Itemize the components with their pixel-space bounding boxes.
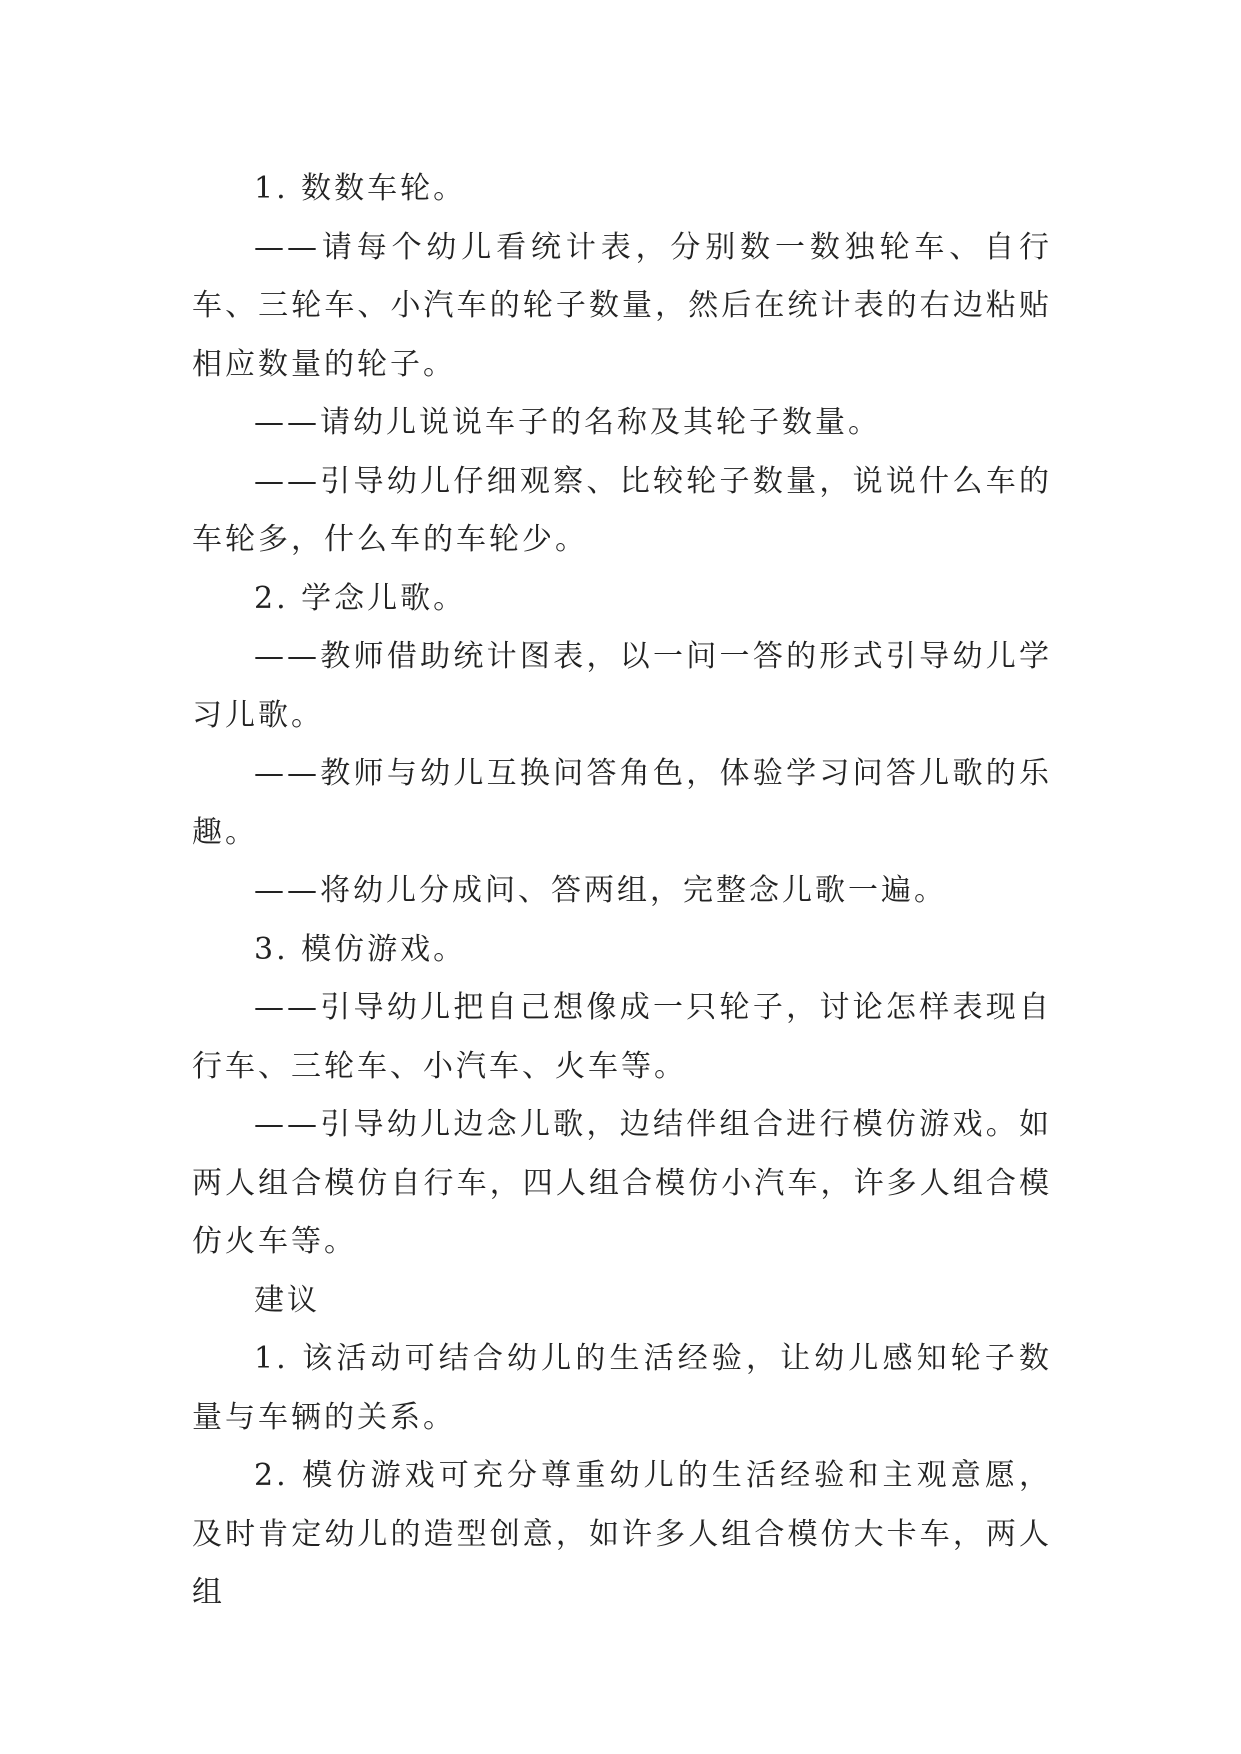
- paragraph-suggestion-2: 2. 模仿游戏可充分尊重幼儿的生活经验和主观意愿，及时肯定幼儿的造型创意，如许多人组合模仿大卡车，两人组: [192, 1458, 1052, 1610]
- paragraph-imitation-game-step-2: ——引导幼儿边念儿歌，边结伴组合进行模仿游戏。如两人组合模仿自行车，四人组合模仿小汽车，许多人组合模仿火车等。: [192, 1107, 1052, 1259]
- section-heading-suggestions: 建议: [254, 1282, 320, 1318]
- section-heading-count-wheels: 1. 数数车轮。: [254, 171, 467, 206]
- paragraph-learn-rhyme-step-2: ——教师与幼儿互换问答角色，体验学习问答儿歌的乐趣。: [192, 756, 1052, 850]
- paragraph-count-wheels-step-1: ——请每个幼儿看统计表，分别数一数独轮车、自行车、三轮车、小汽车的轮子数量，然后在统计表的右边粘贴相应数量的轮子。: [192, 229, 1052, 382]
- section-heading-learn-rhyme: 2. 学念儿歌。: [254, 580, 467, 616]
- paragraph-count-wheels-step-3: ——引导幼儿仔细观察、比较轮子数量，说说什么车的车轮多，什么车的车轮少。: [192, 463, 1052, 557]
- paragraph-imitation-game-step-1: ——引导幼儿把自己想像成一只轮子，讨论怎样表现自行车、三轮车、小汽车、火车等。: [192, 990, 1052, 1084]
- paragraph-learn-rhyme-step-3: ——将幼儿分成问、答两组，完整念儿歌一遍。: [254, 873, 947, 908]
- section-heading-imitation-game: 3. 模仿游戏。: [254, 931, 467, 967]
- paragraph-learn-rhyme-step-1: ——教师借助统计图表，以一问一答的形式引导幼儿学习儿歌。: [192, 639, 1052, 733]
- paragraph-suggestion-1: 1. 该活动可结合幼儿的生活经验，让幼儿感知轮子数量与车辆的关系。: [192, 1341, 1052, 1435]
- document-body: [192, 160, 1052, 1623]
- paragraph-count-wheels-step-2: ——请幼儿说说车子的名称及其轮子数量。: [254, 405, 881, 440]
